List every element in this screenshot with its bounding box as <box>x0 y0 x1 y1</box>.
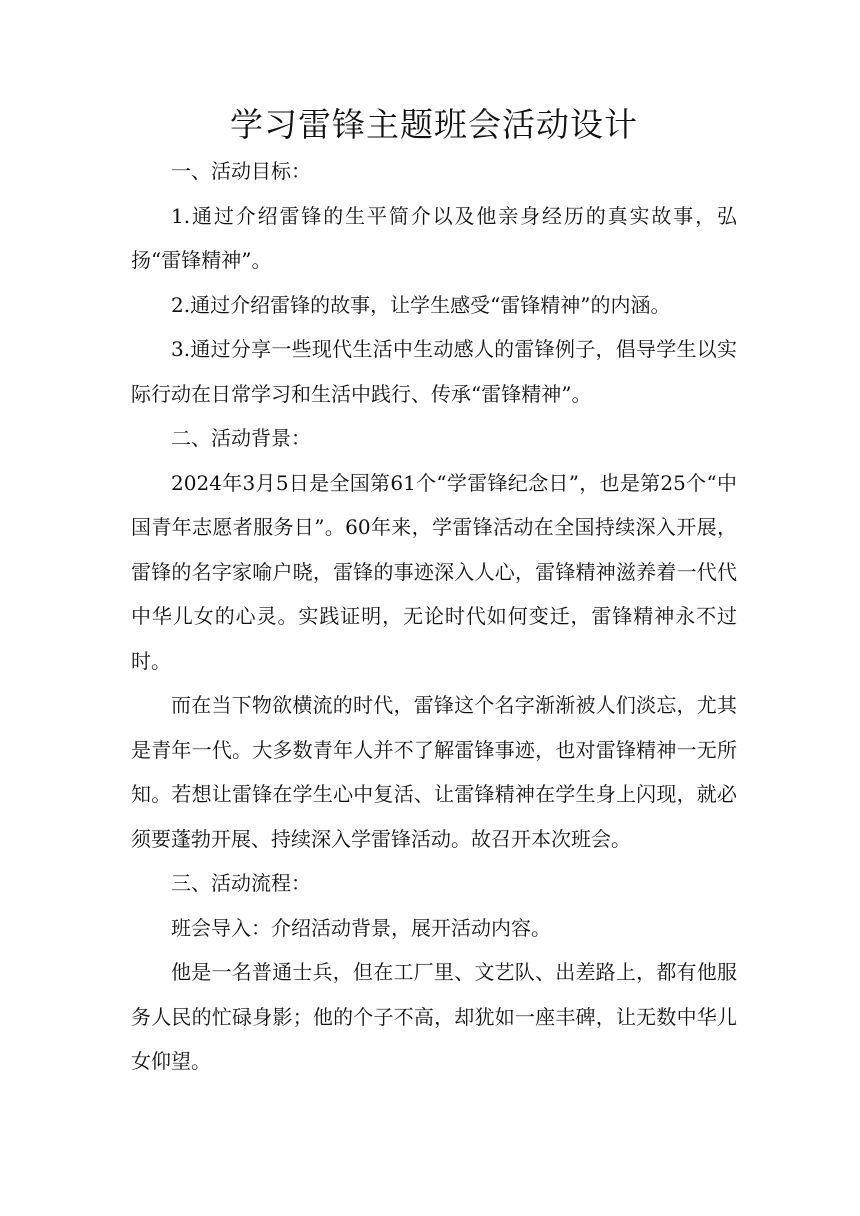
section-heading-process: 三、活动流程： <box>171 871 311 895</box>
goal-item-2: 2.通过介绍雷锋的故事，让学生感受“雷锋精神”的内涵。 <box>171 292 671 317</box>
background-paragraph-2: 而在当下物欲横流的时代，雷锋这个名字渐渐被人们淡忘，尤其是青年一代。大多数青年人并不了解雷锋事迹，也对雷锋精神一无所知。若想让雷锋在学生心中复活、让雷锋精神在学生身上闪现，就必须要蓬勃开展、持续深入学雷锋活动。故召开本次班会。 <box>131 693 737 851</box>
goal-item-1: 1.通过介绍雷锋的生平简介以及他亲身经历的真实故事，弘扬“雷锋精神”。 <box>131 203 737 272</box>
background-paragraph-1: 2024年3月5日是全国第61个“学雷锋纪念日”，也是第25个“中国青年志愿者服务日”。60年来，学雷锋活动在全国持续深入开展，雷锋的名字家喻户晓，雷锋的事迹深入人心，雷锋精神滋养着一代代中华儿女的心灵。实践证明，无论时代如何变迁，雷锋精神永不过时。 <box>131 470 737 673</box>
document-title: 学习雷锋主题班会活动设计 <box>230 105 638 144</box>
section-heading-goals: 一、活动目标： <box>171 159 311 183</box>
document-page <box>131 100 737 1084</box>
goal-item-3: 3.通过分享一些现代生活中生动感人的雷锋例子，倡导学生以实际行动在日常学习和生活中践行、传承“雷锋精神”。 <box>131 337 737 406</box>
section-heading-background: 二、活动背景： <box>171 426 311 450</box>
process-story-paragraph: 他是一名普通士兵，但在工厂里、文艺队、出差路上，都有他服务人民的忙碌身影；他的个子不高，却犹如一座丰碑，让无数中华儿女仰望。 <box>131 960 737 1073</box>
process-intro-paragraph: 班会导入：介绍活动背景，展开活动内容。 <box>171 915 551 940</box>
